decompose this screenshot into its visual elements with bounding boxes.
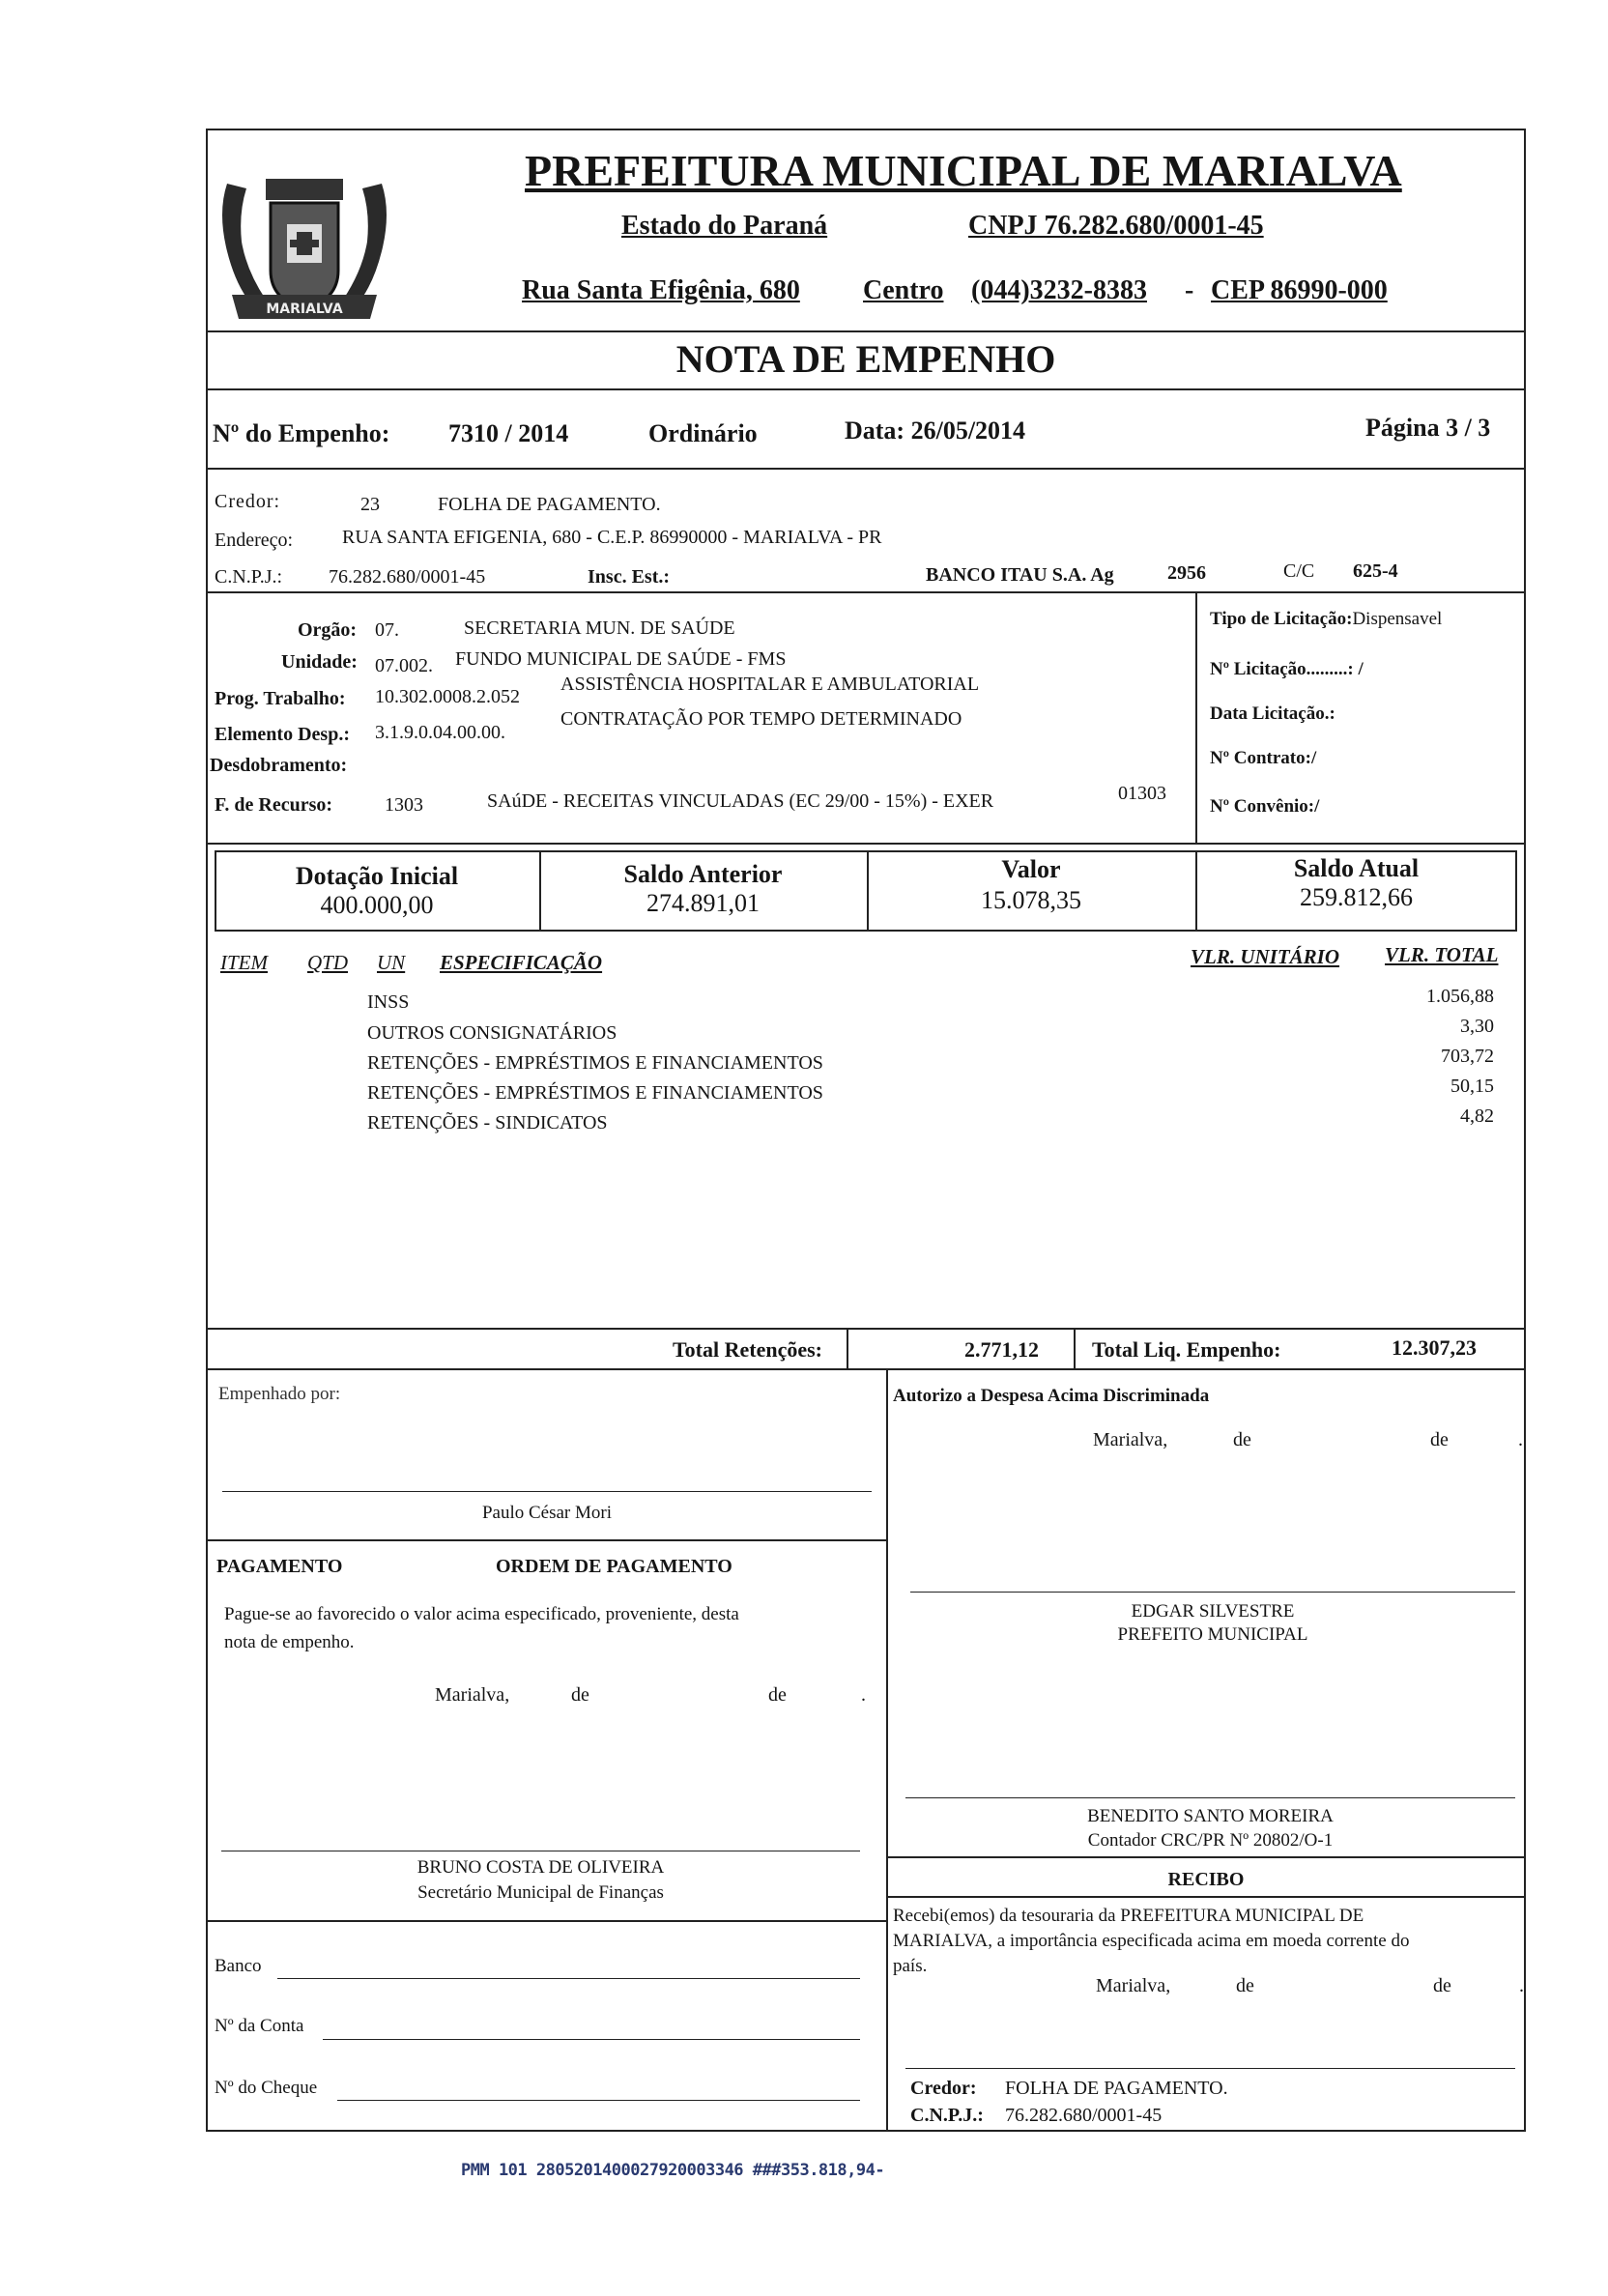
total-liquido-label: Total Liq. Empenho: [1092, 1337, 1281, 1362]
authentication-code: PMM 101 2805201400027920003346 ###353.818,94- [461, 2161, 885, 2180]
autorizo-de-2: de [1430, 1429, 1449, 1450]
item-spec-5: RETENÇÕES - SINDICATOS [367, 1112, 608, 1134]
prog-trabalho-label: Prog. Trabalho: [215, 688, 346, 709]
credor-divider [206, 591, 1526, 593]
recibo-text-2: MARIALVA, a importância especificada acima em moeda corrente do [893, 1931, 1410, 1951]
credor-label: Credor: [215, 491, 281, 512]
col-item: ITEM [220, 951, 268, 974]
recibo-text-3: país. [893, 1956, 928, 1976]
valor-value: 15.078,35 [981, 886, 1081, 914]
insc-est-label: Insc. Est.: [588, 566, 671, 588]
empenhado-por-name: Paulo César Mori [481, 1503, 613, 1523]
recibo-signature-line [905, 2068, 1515, 2069]
conta-label: Nº da Conta [215, 2016, 304, 2036]
state-name: Estado do Paraná [621, 211, 828, 241]
autorizo-label: Autorizo a Despesa Acima Discriminada [893, 1386, 1210, 1406]
recurso-label: F. de Recurso: [215, 794, 333, 816]
endereco-label: Endereço: [215, 530, 294, 551]
conta-line [323, 2039, 860, 2040]
pagamento-dot: . [861, 1684, 866, 1706]
signature-center-divider [886, 1368, 888, 2132]
data-licitacao: Data Licitação.: [1210, 703, 1335, 724]
orgao-code: 07. [375, 619, 399, 641]
empenhado-signature-line [222, 1491, 872, 1492]
autorizo-de-1: de [1233, 1429, 1251, 1450]
dotacao-inicial-value: 400.000,00 [320, 891, 434, 919]
banco-label: Banco [215, 1956, 262, 1976]
empenho-divider [206, 468, 1526, 470]
total-liquido-value: 12.307,23 [1392, 1335, 1477, 1360]
total-retencoes-value: 2.771,12 [964, 1337, 1039, 1362]
header-dash: - [1185, 275, 1194, 305]
num-contrato: Nº Contrato:/ [1210, 748, 1317, 768]
unidade-label: Unidade: [281, 651, 358, 673]
pagamento-de-1: de [571, 1684, 589, 1706]
item-total-5: 4,82 [1460, 1105, 1494, 1127]
unidade-name: FUNDO MUNICIPAL DE SAÚDE - FMS [455, 648, 787, 670]
empenho-number: 7310 / 2014 [448, 419, 569, 447]
bank-agency: 2956 [1167, 562, 1206, 584]
pague-se-text-2: nota de empenho. [224, 1632, 355, 1652]
empenho-number-label: Nº do Empenho: [213, 419, 390, 447]
autorizo-dot: . [1518, 1429, 1523, 1450]
secretario-role: Secretário Municipal de Finanças [417, 1882, 664, 1903]
orgao-label: Orgão: [298, 619, 358, 641]
orgao-name: SECRETARIA MUN. DE SAÚDE [464, 617, 735, 639]
pagamento-top-border [206, 1539, 886, 1541]
header-district: Centro [863, 275, 944, 305]
prefeito-role: PREFEITO MUNICIPAL [1117, 1624, 1308, 1645]
dotacao-divider [206, 843, 1526, 845]
col-qtd: QTD [307, 951, 349, 974]
empenho-date: Data: 26/05/2014 [845, 416, 1026, 445]
bank-name: BANCO ITAU S.A. Ag [926, 564, 1114, 586]
contador-signature-line [905, 1797, 1515, 1798]
recibo-credor-label: Credor: [910, 2078, 977, 2099]
valor-label: Valor [1001, 855, 1061, 883]
dotacao-inicial-label: Dotação Inicial [295, 862, 459, 890]
unidade-code: 07.002. [375, 655, 433, 676]
num-licitacao: Nº Licitação.........: / [1210, 659, 1364, 679]
elemento-name: CONTRATAÇÃO POR TEMPO DETERMINADO [560, 708, 962, 730]
saldo-atual-label: Saldo Atual [1293, 854, 1420, 882]
contador-name: BENEDITO SANTO MOREIRA [1087, 1806, 1334, 1826]
recibo-place: Marialva, [1096, 1975, 1171, 1996]
header-address: Rua Santa Efigênia, 680 [522, 275, 800, 305]
recibo-de-1: de [1236, 1975, 1254, 1996]
total-retencoes-label: Total Retenções: [673, 1337, 822, 1362]
header-phone: (044)3232-8383 [971, 275, 1147, 305]
ordem-pagamento-label: ORDEM DE PAGAMENTO [496, 1556, 732, 1577]
totals-divider-2 [1074, 1328, 1076, 1368]
header-cnpj: CNPJ 76.282.680/0001-45 [968, 211, 1264, 241]
item-spec-3: RETENÇÕES - EMPRÉSTIMOS E FINANCIAMENTOS [367, 1052, 823, 1074]
contador-role: Contador CRC/PR Nº 20802/O-1 [1087, 1830, 1334, 1851]
elemento-label: Elemento Desp.: [215, 724, 350, 745]
cheque-label: Nº do Cheque [215, 2078, 318, 2098]
item-spec-1: INSS [367, 991, 410, 1013]
pagamento-place: Marialva, [435, 1684, 510, 1706]
cc-number: 625-4 [1353, 560, 1398, 582]
cheque-line [337, 2100, 860, 2101]
prefeito-name: EDGAR SILVESTRE [1131, 1601, 1295, 1622]
prefeito-signature-line [910, 1592, 1515, 1593]
pagamento-de-2: de [768, 1684, 787, 1706]
col-un: UN [377, 951, 406, 974]
document-title: NOTA DE EMPENHO [675, 337, 1056, 381]
credor-cnpj: 76.282.680/0001-45 [329, 566, 486, 588]
tipo-licitacao-label: Tipo de Licitação:Dispensavel [1210, 609, 1443, 629]
recibo-dot: . [1519, 1975, 1524, 1996]
recibo-cnpj: 76.282.680/0001-45 [1005, 2105, 1163, 2126]
empenho-type: Ordinário [648, 419, 758, 447]
saldo-atual-value: 259.812,66 [1300, 883, 1413, 911]
page-title: PREFEITURA MUNICIPAL DE MARIALVA [525, 146, 1402, 195]
recibo-credor-name: FOLHA DE PAGAMENTO. [1005, 2078, 1228, 2099]
totals-bottom-border [206, 1368, 1526, 1370]
totals-top-border [206, 1328, 1526, 1330]
endereco-value: RUA SANTA EFIGENIA, 680 - C.E.P. 86990000 - MARIALVA - PR [342, 527, 882, 548]
recibo-top-border [886, 1856, 1526, 1858]
pague-se-text-1: Pague-se ao favorecido o valor acima especificado, proveniente, desta [224, 1604, 739, 1624]
licitacao-divider [1195, 591, 1197, 843]
banco-top-border [206, 1920, 886, 1922]
item-total-2: 3,30 [1460, 1016, 1494, 1037]
municipal-crest-logo [208, 155, 401, 338]
credor-code: 23 [360, 494, 380, 515]
recurso-number: 01303 [1118, 783, 1166, 804]
cc-label: C/C [1283, 560, 1315, 582]
item-total-3: 703,72 [1441, 1046, 1494, 1067]
svg-text:MARIALVA: MARIALVA [266, 301, 343, 317]
col-especificacao: ESPECIFICAÇÃO [440, 951, 603, 974]
pagamento-label: PAGAMENTO [216, 1556, 343, 1577]
num-convenio: Nº Convênio:/ [1210, 796, 1320, 817]
recibo-cnpj-label: C.N.P.J.: [910, 2105, 984, 2126]
col-vlr-total: VLR. TOTAL [1385, 943, 1499, 966]
recibo-de-2: de [1433, 1975, 1451, 1996]
col-vlr-unitario: VLR. UNITÁRIO [1191, 945, 1340, 968]
secretario-name: BRUNO COSTA DE OLIVEIRA [416, 1857, 665, 1878]
prog-trabalho-name: ASSISTÊNCIA HOSPITALAR E AMBULATORIAL [560, 674, 980, 695]
banco-line [277, 1978, 860, 1979]
autorizo-place: Marialva, [1093, 1429, 1168, 1450]
elemento-code: 3.1.9.0.04.00.00. [375, 722, 505, 743]
item-total-1: 1.056,88 [1426, 986, 1494, 1007]
saldo-anterior-value: 274.891,01 [646, 889, 760, 917]
saldo-anterior-label: Saldo Anterior [623, 860, 783, 888]
header-cep: CEP 86990-000 [1211, 275, 1388, 305]
totals-divider-1 [847, 1328, 848, 1368]
credor-name: FOLHA DE PAGAMENTO. [438, 494, 661, 515]
recurso-code: 1303 [385, 794, 423, 816]
recurso-name: SAúDE - RECEITAS VINCULADAS (EC 29/00 - 15%) - EXER [487, 790, 994, 812]
header-divider [206, 330, 1526, 332]
title-divider [206, 388, 1526, 390]
desdobramento-label: Desdobramento: [210, 755, 348, 776]
item-spec-4: RETENÇÕES - EMPRÉSTIMOS E FINANCIAMENTOS [367, 1082, 823, 1104]
prog-trabalho-code: 10.302.0008.2.052 [375, 686, 520, 707]
item-total-4: 50,15 [1450, 1076, 1494, 1097]
page-number: Página 3 / 3 [1365, 414, 1491, 442]
recibo-title: RECIBO [1167, 1869, 1245, 1890]
recibo-text-1: Recebi(emos) da tesouraria da PREFEITURA MUNICIPAL DE [893, 1906, 1364, 1926]
recibo-title-divider [886, 1896, 1526, 1898]
empenhado-por-label: Empenhado por: [218, 1384, 341, 1404]
cnpj-label: C.N.P.J.: [215, 566, 283, 588]
item-spec-2: OUTROS CONSIGNATÁRIOS [367, 1022, 617, 1044]
